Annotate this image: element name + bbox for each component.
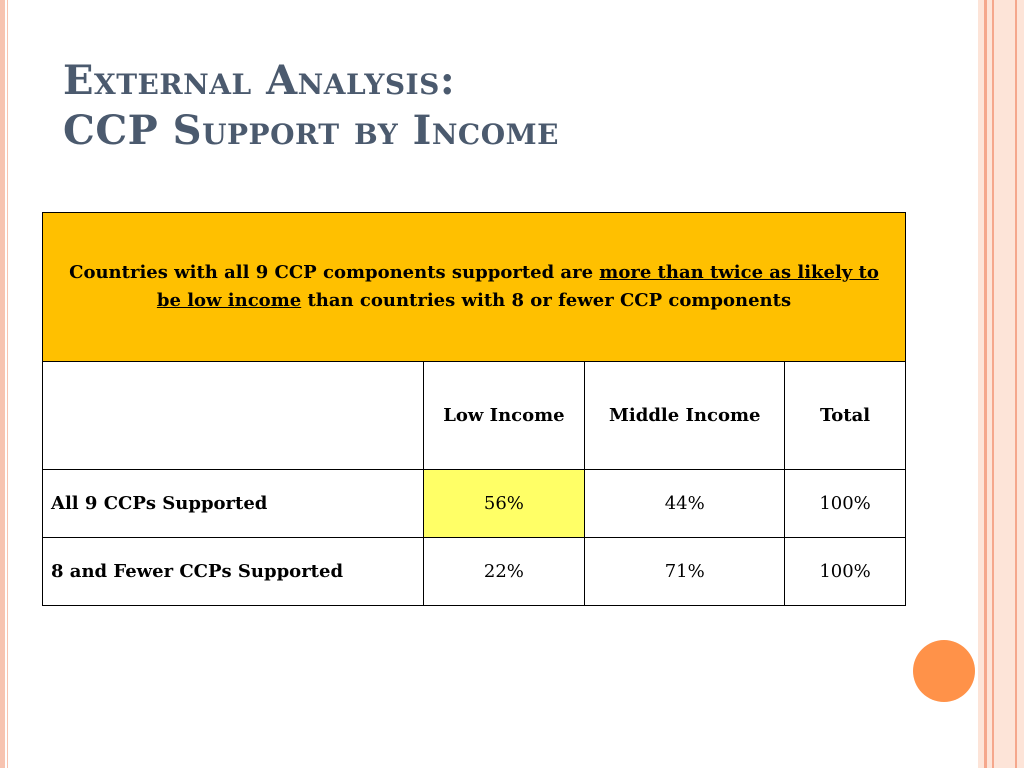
right-border-line	[984, 0, 987, 768]
header-cell-empty	[43, 362, 424, 470]
header-middle-income: Middle Income	[585, 362, 785, 470]
cell-low-income: 22%	[423, 538, 585, 606]
income-table	[42, 212, 906, 606]
row-label: 8 and Fewer CCPs Supported	[43, 538, 424, 606]
cell-total: 100%	[785, 470, 906, 538]
table-banner-row	[43, 213, 906, 362]
title-line-1: External Analysis:	[63, 57, 456, 104]
slide-title	[63, 56, 559, 156]
banner-text-before: Countries with all 9 CCP components supported are	[69, 262, 600, 283]
accent-circle-decoration	[913, 640, 975, 702]
cell-low-income-highlighted: 56%	[423, 470, 585, 538]
right-border-line	[992, 0, 994, 768]
header-low-income: Low Income	[423, 362, 585, 470]
banner-text-after: than countries with 8 or fewer CCP components	[301, 290, 792, 311]
right-border-line	[1015, 0, 1017, 768]
left-border-stripe	[0, 0, 5, 768]
cell-middle-income: 71%	[585, 538, 785, 606]
row-label: All 9 CCPs Supported	[43, 470, 424, 538]
summary-banner	[43, 213, 906, 362]
table-header-row	[43, 362, 906, 470]
left-border-line	[7, 0, 8, 768]
header-total: Total	[785, 362, 906, 470]
title-line-2: CCP Support by Income	[63, 107, 559, 154]
banner-text-emphasis: more than twice as likely to be low income	[156, 262, 879, 311]
cell-total: 100%	[785, 538, 906, 606]
cell-middle-income: 44%	[585, 470, 785, 538]
table-row	[43, 538, 906, 606]
table-row	[43, 470, 906, 538]
